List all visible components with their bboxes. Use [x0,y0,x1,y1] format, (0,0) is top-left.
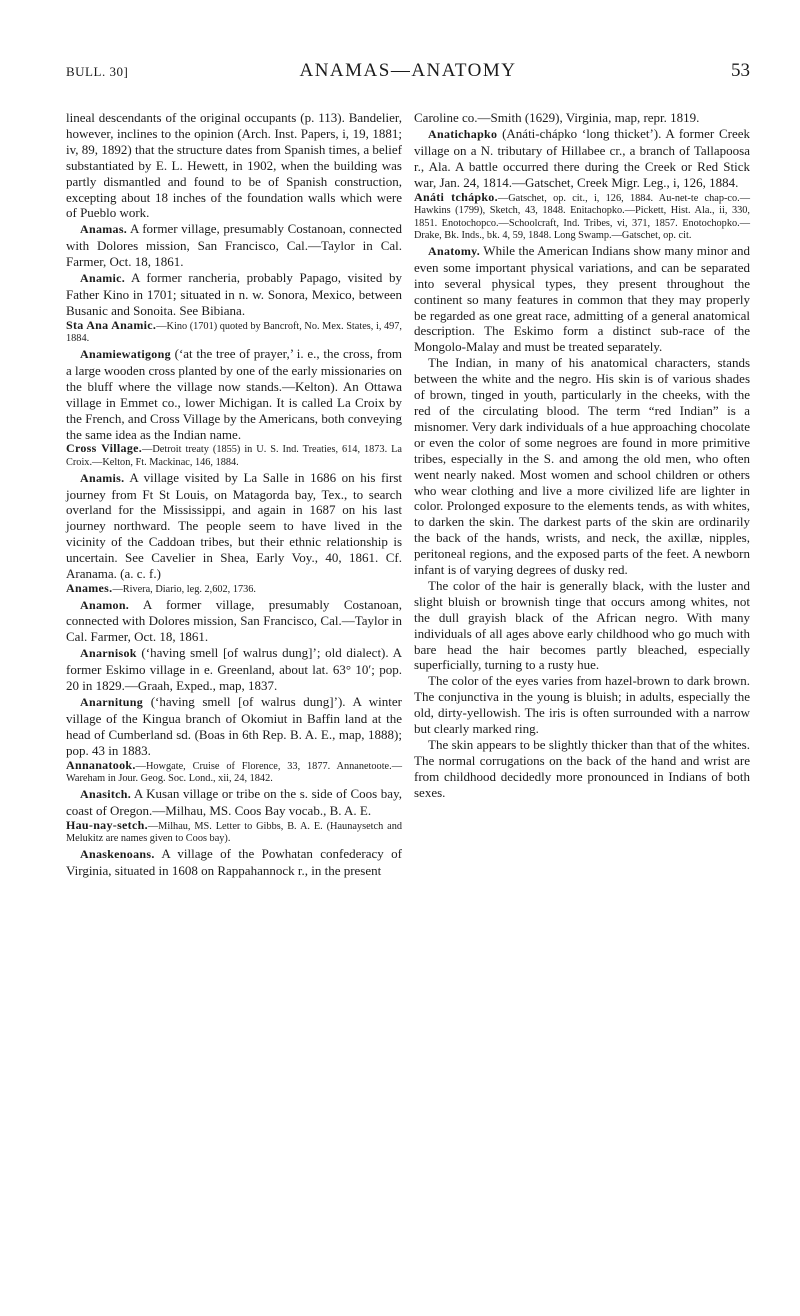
dictionary-entry [414,126,750,191]
entry-text: (‘having smell [of walrus dung]’; old dialect). A former Eskimo village in e. Greenland, about lat. 63° 10′; pop. 20 in 1829.—Graah, Exped., map, 1837. [66,645,402,694]
synonymy-reference [66,582,402,597]
continued-paragraph [66,110,402,221]
dictionary-entry [414,243,750,355]
entry-text: —Gatschet, op. cit., i, 126, 1884. Au-net-te chap-co.—Hawkins (1799), Sketch, 43, 1848. Enitachopko.—Pickett, Hist. Ala., ii, 330, 1851. Enotochopco.—Schoolcraft, Ind. Tribes, vi, 371, 1857. Enotochopko.—Drake, Bk. Inds., bk. 4, 59, 1848. Long Swamp.—Gatschet, op. cit. [414,192,750,242]
entry-headword: Anarnitung [80,694,144,709]
entry-text: —Milhau, MS. Letter to Gibbs, B. A. E. (Haunaysetch and Melukitz are names given to Coos bay). [66,820,402,845]
entry-text: —Kino (1701) quoted by Bancroft, No. Mex. States, i, 497, 1884. [66,320,402,345]
entry-text: A former village, presumably Costanoan, connected with Dolores mission, San Francisco, Cal.—Taylor in Cal. Farmer, Oct. 18, 1861. [66,596,402,645]
entry-headword: Hau-nay-setch. [66,817,148,832]
synonymy-reference [66,442,402,469]
dictionary-entry [66,786,402,819]
entry-text: The color of the eyes varies from hazel-brown to dark brown. The conjunctiva in the young is bluish; in adults, especially the old, dirty-yellowish. The iris is often surrounded with a narrow but clearly marked ring. [414,673,750,737]
dictionary-entry [66,270,402,319]
entry-headword: Anatomy. [428,243,481,258]
entry-text: —Detroit treaty (1855) in U. S. Ind. Treaties, 614, 1873. La Croix.—Kelton, Ft. Mackinac, 146, 1884. [66,444,402,468]
entry-headword: Anatichapko [428,126,498,141]
entry-headword: Anaskenoans. [80,846,155,861]
entry-headword: Sta Ana Anamic. [66,317,157,332]
entry-headword: Anamiewatigong [80,346,171,361]
synonymy-reference [414,191,750,243]
entry-text: While the American Indians show many minor and even some important physical variations, and can be separated into several physical types, they present throughout the continent so many features in common that they may properly be regarded as one great race, admitting of a general anatomical description. The Eskimo form a distinct sub-race of the Mongolo-Malay and must be treated separately. [414,242,751,355]
entry-text: Caroline co.—Smith (1629), Virginia, map, repr. 1819. [414,110,700,125]
continued-paragraph [414,110,750,126]
dictionary-entry [66,221,402,270]
dictionary-entry [66,346,402,442]
dictionary-entry [66,846,402,879]
entry-text: The Indian, in many of his anatomical characters, stands between the white and the negro. His skin is of various shades of brown, tinged in youth, particularly in the cheeks, with the red of the circulating blood. The term “red Indian” is a misnomer. Very dark individuals of a hue approaching chocolate or even the color of some negroes are found in more primitive tribes, especially in the S. and among the old men, who often went nearly naked. Most women and school children or others who wear clothing and live a more civilized life are lighter in color. Prolonged exposure to the elements tends, as with whites, to darken the skin. The darkest parts of the skin are ordinarily the back of the hands, wrists, and neck, the axillæ, nipples, peritoneal regions, and the exposed parts of the feet. A newborn infant is of varying degrees of dusky red. [414,355,750,578]
dictionary-entry [66,597,402,646]
page-header [66,60,750,90]
entry-headword: Anarnisok [80,646,137,661]
entry-headword: Annanatook. [66,757,136,772]
entry-headword: Anames. [66,580,113,595]
entry-text: —Howgate, Cruise of Florence, 33, 1877. Annanetoote.—Wareham in Jour. Geog. Soc. Lond., xii, 24, 1842. [66,760,402,785]
entry-text: A former rancheria, probably Papago, visited by Father Kino in 1701; situated in n. w. Sonora, Mexico, between Busanic and Sonoita. See Bibiana. [66,270,402,318]
entry-text: A Kusan village or tribe on the s. side of Coos bay, coast of Oregon.—Milhau, MS. Coos Bay vocab., B. A. E. [66,785,402,818]
page-number: 53 [731,60,750,81]
entry-text: The color of the hair is generally black, with the luster and slight bluish or brownish tinge that occurs among whites, not the dull grayish black of the African negro. With many individuals of all ages above early childhood who go much with bare head the hair becomes partly bleached, especially superficially, turning to a rusty hue. [414,577,750,673]
entry-text: A village of the Powhatan confederacy of Virginia, situated in 1608 on Rappahannock r., in the present [66,845,402,878]
running-title: ANAMAS—ANATOMY [299,60,517,81]
synonymy-reference [66,319,402,346]
entry-headword: Cross Village. [66,441,143,456]
body-paragraph [414,737,750,801]
dictionary-entry [66,470,402,582]
dictionary-entry [66,694,402,759]
synonymy-reference [66,819,402,846]
right-column [414,110,750,801]
entry-headword: Anasitch. [80,786,132,801]
body-paragraph [414,578,750,673]
entry-text: (‘at the tree of prayer,’ i. e., the cross, from a large wooden cross planted by one of the early missionaries on the bluff where the village now stands.—Kelton). An Ottawa village in Emmet co., lower Michigan. It is called La Croix by the French, and Cross Village by the Americans, both conveying the same idea as the Indian name. [66,345,402,442]
entry-headword: Anáti tchápko. [414,189,498,204]
left-column [66,110,402,879]
entry-text: (Anáti-chápko ‘long thicket’). A former Creek village on a N. tributary of Hillabee cr., a branch of Tallapoosa r., Ala. A battle occurred there during the Creek or Red Stick war, Jan. 24, 1814.—Gatschet, Creek Migr. Leg., i, 126, 1884. [414,125,750,190]
entry-headword: Anamon. [80,597,130,612]
entry-text: lineal descendants of the original occupants (p. 113). Bandelier, however, inclines to the opinion (Arch. Inst. Papers, i, 19, 1881; iv, 89, 1892) that the structure dates from Spanish times, a belief substantiated by E. L. Hewett, in 1902, when the building was partly dismantled and found to be of Spanish construction, excepting about 18 inches of the foundation walls which were of Pueblo work. [66,110,402,221]
entry-text: (‘having smell [of walrus dung]’). A winter village of the Kingua branch of Okomiut in Baffin land at the head of Cumberland sd. (Boas in 6th Rep. B. A. E., map, 1888); pop. 43 in 1883. [66,693,402,758]
entry-headword: Anamis. [80,470,125,485]
entry-text: A village visited by La Salle in 1686 on his first journey from Ft St Louis, on Matagorda bay, Tex., to search overland for the Mississippi, and again in 1687 on his last journey northward. The people seem to have lived in the vicinity of the Caddoan tribes, but their ethnic relationship is uncertain. See Cavelier in Shea, Early Voy., 40, 1861. Cf. Aranama. (a. c. f.) [66,469,402,582]
body-paragraph [414,355,750,578]
bulletin-reference: BULL. 30] [66,64,129,79]
entry-text: —Rivera, Diario, leg. 2,602, 1736. [112,583,256,595]
synonymy-reference [66,759,402,786]
entry-text: A former village, presumably Costanoan, connected with Dolores mission, San Francisco, Cal.—Taylor in Cal. Farmer, Oct. 18, 1861. [66,221,402,270]
entry-text: The skin appears to be slightly thicker than that of the whites. The normal corrugations on the back of the hand and wrist are from childhood decidedly more pronounced in Indians of both sexes. [414,737,750,800]
dictionary-entry [66,645,402,694]
body-paragraph [414,673,750,737]
entry-headword: Anamas. [80,222,128,237]
entry-headword: Anamic. [80,271,126,286]
